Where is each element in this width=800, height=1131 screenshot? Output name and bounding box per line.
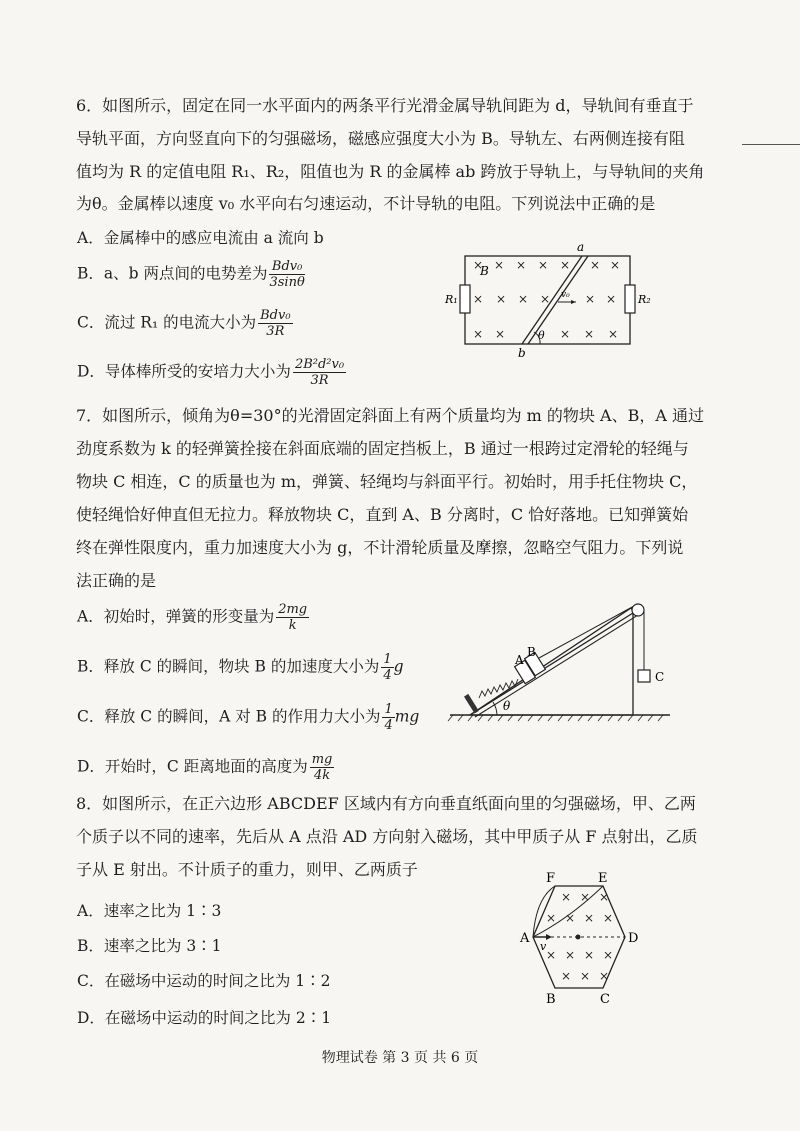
q8-line-2: 个质子以不同的速率，先后从 A 点沿 AD 方向射入磁场，其中甲质子从 F 点射出，乙质 bbox=[76, 827, 698, 846]
q8-fig-label-A: A bbox=[520, 931, 530, 946]
svg-text:×: × bbox=[585, 292, 596, 306]
svg-text:×: × bbox=[608, 327, 619, 341]
q6-line-1: 6．如图所示，固定在同一水平面内的两条平行光滑金属导轨间距为 d，导轨间有垂直于 bbox=[76, 96, 694, 115]
svg-text:×: × bbox=[518, 292, 529, 306]
q8-option-c[interactable]: C．在磁场中运动的时间之比为 1∶2 bbox=[77, 972, 331, 990]
svg-text:×: × bbox=[584, 911, 595, 925]
q7-option-a[interactable]: A．初始时，弹簧的形变量为 $\frac{2mg}{k}$ bbox=[77, 602, 308, 633]
svg-text:×: × bbox=[565, 948, 576, 962]
svg-text:×: × bbox=[580, 890, 591, 904]
q8-fig-label-C: C bbox=[600, 992, 610, 1007]
svg-text:×: × bbox=[599, 969, 610, 983]
svg-text:×: × bbox=[590, 258, 601, 272]
page-footer: 物理试卷 第 3 页 共 6 页 bbox=[321, 1050, 479, 1066]
svg-text:×: × bbox=[546, 948, 557, 962]
svg-text:×: × bbox=[561, 969, 572, 983]
q6-line-4: 为θ。金属棒以速度 v₀ 水平向右匀速运动，不计导轨的电阻。下列说法中正确的是 bbox=[76, 194, 656, 213]
q6-fig-label-v0: v₀ bbox=[561, 290, 570, 300]
svg-text:×: × bbox=[561, 890, 572, 904]
svg-text:×: × bbox=[599, 890, 610, 904]
q8-line-1: 8．如图所示，在正六边形 ABCDEF 区域内有方向垂直纸面向里的匀强磁场，甲、乙两 bbox=[76, 794, 696, 813]
q7-fig-label-A: A bbox=[515, 653, 524, 667]
q7-line-1: 7．如图所示，倾角为θ=30°的光滑固定斜面上有两个质量均为 m 的物块 A、B，A 通过 bbox=[76, 406, 704, 425]
q8-fig-label-B: B bbox=[546, 992, 556, 1007]
svg-text:×: × bbox=[580, 969, 591, 983]
svg-text:×: × bbox=[473, 258, 484, 272]
q6-option-d[interactable]: D．导体棒所受的安培力大小为 $\frac{\text{2B²d²v₀}}{3R}$ bbox=[77, 357, 345, 388]
q8-option-b[interactable]: B．速率之比为 3∶1 bbox=[77, 937, 222, 955]
svg-text:×: × bbox=[473, 292, 484, 306]
q6-fig-label-R1: R₁ bbox=[445, 293, 458, 306]
svg-text:×: × bbox=[560, 258, 571, 272]
svg-text:×: × bbox=[606, 292, 617, 306]
q6-circuit-figure bbox=[440, 240, 660, 360]
svg-text:×: × bbox=[496, 292, 507, 306]
q6-fig-label-a: a bbox=[577, 240, 585, 254]
q8-option-a[interactable]: A．速率之比为 1∶3 bbox=[77, 902, 222, 920]
svg-text:×: × bbox=[473, 327, 484, 341]
q7-fig-label-theta: θ bbox=[503, 699, 511, 713]
q6-line-3: 值均为 R 的定值电阻 R₁、R₂，阻值也为 R 的金属棒 ab 跨放于导轨上，与导轨间的夹角 bbox=[76, 162, 705, 181]
q8-fig-label-v: v bbox=[540, 940, 547, 953]
q7-line-4: 使轻绳恰好伸直但无拉力。释放物块 C，直到 A、B 分离时，C 恰好落地。已知弹簧始 bbox=[76, 505, 689, 524]
svg-text:×: × bbox=[603, 948, 614, 962]
svg-text:×: × bbox=[560, 327, 571, 341]
q7-line-3: 物块 C 相连，C 的质量也为 m，弹簧、轻绳均与斜面平行。初始时，用手托住物块 C， bbox=[76, 472, 698, 491]
svg-text:×: × bbox=[516, 258, 527, 272]
q7-fig-label-B: B bbox=[527, 645, 536, 659]
q6-fig-label-R2: R₂ bbox=[638, 293, 651, 306]
margin-rule bbox=[742, 144, 800, 145]
svg-text:×: × bbox=[546, 911, 557, 925]
svg-text:×: × bbox=[495, 327, 506, 341]
svg-text:×: × bbox=[565, 911, 576, 925]
q7-line-5: 终在弹性限度内，重力加速度大小为 g，不计滑轮质量及摩擦，忽略空气阻力。下列说 bbox=[76, 538, 684, 557]
svg-text:×: × bbox=[494, 258, 505, 272]
q7-line-6: 法正确的是 bbox=[76, 571, 157, 590]
q6-option-c[interactable]: C．流过 R₁ 的电流大小为 $\frac{\text{Bdv₀}}{3R}$ bbox=[77, 308, 291, 339]
svg-text:×: × bbox=[584, 327, 595, 341]
q7-incline-figure bbox=[445, 598, 685, 723]
q6-fig-label-b: b bbox=[518, 346, 526, 360]
q7-option-c[interactable]: C．释放 C 的瞬间，A 对 B 的作用力大小为 $\frac{1}{4}$ mg bbox=[77, 702, 420, 733]
q6-option-a[interactable]: A．金属棒中的感应电流由 a 流向 b bbox=[77, 229, 324, 247]
svg-text:×: × bbox=[584, 948, 595, 962]
q8-line-3: 子从 E 射出。不计质子的重力，则甲、乙两质子 bbox=[76, 860, 418, 879]
q6-option-b[interactable]: B．a、b 两点间的电势差为 $\frac{\text{Bdv₀}}{3\sin\theta}$ bbox=[77, 259, 305, 290]
q7-option-d[interactable]: D．开始时，C 距离地面的高度为 $\frac{mg}{4k}$ bbox=[77, 752, 333, 783]
q8-fig-label-E: E bbox=[598, 871, 608, 886]
q6-fig-label-theta: θ bbox=[538, 329, 545, 342]
svg-text:×: × bbox=[540, 292, 551, 306]
svg-text:×: × bbox=[538, 258, 549, 272]
q8-hexagon-figure bbox=[500, 868, 680, 1008]
q8-option-d[interactable]: D．在磁场中运动的时间之比为 2∶1 bbox=[77, 1009, 332, 1027]
q6-fig-label-B: B bbox=[480, 264, 489, 278]
q8-fig-label-F: F bbox=[546, 871, 556, 886]
q8-fig-label-D: D bbox=[628, 931, 639, 946]
q7-fig-label-C: C bbox=[655, 670, 665, 684]
q7-option-b[interactable]: B．释放 C 的瞬间，物块 B 的加速度大小为 $\frac{1}{4}$ g bbox=[77, 652, 404, 683]
svg-text:×: × bbox=[610, 258, 621, 272]
svg-text:×: × bbox=[603, 911, 614, 925]
q6-line-2: 导轨平面，方向竖直向下的匀强磁场，磁感应强度大小为 B。导轨左、右两侧连接有阻 bbox=[76, 129, 685, 148]
q7-line-2: 劲度系数为 k 的轻弹簧拴接在斜面底端的固定挡板上，B 通过一根跨过定滑轮的轻绳与 bbox=[76, 439, 689, 458]
